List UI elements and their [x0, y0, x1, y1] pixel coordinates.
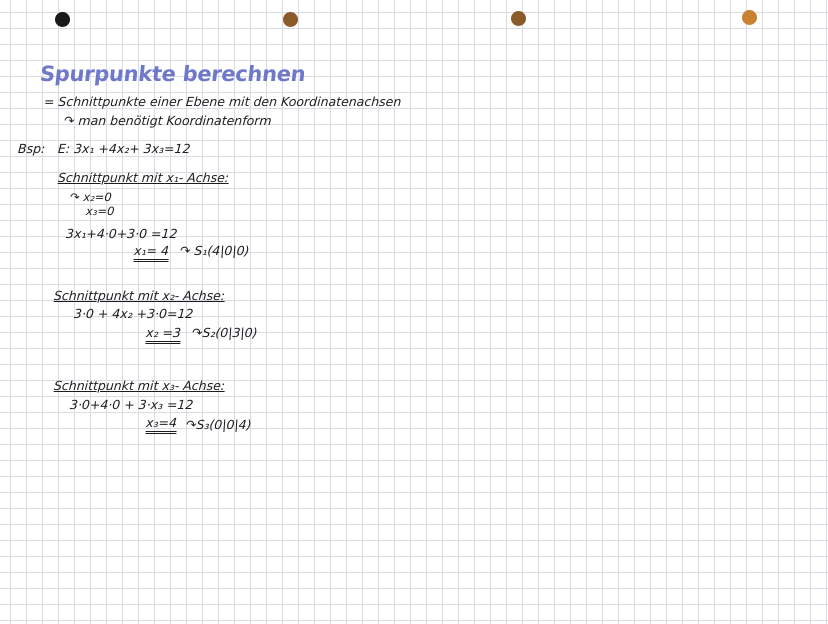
section2-point: ↷S₂(0|3|0) — [191, 325, 259, 340]
definition-text: = Schnittpunkte einer Ebene mit den Koordinatenachsen — [43, 94, 402, 109]
section3-solution: x₃=4 — [145, 417, 177, 434]
section2-heading: Schnittpunkt mit x₂- Achse: — [53, 288, 226, 303]
page-title: Spurpunkte berechnen — [38, 62, 307, 86]
section1-condition-x3: x₃=0 — [85, 204, 115, 218]
section1-heading: Schnittpunkt mit x₁- Achse: — [57, 170, 230, 185]
section3-equation: 3·0+4·0 + 3·x₃ =12 — [69, 397, 194, 412]
punch-hole-2 — [283, 12, 298, 27]
section2-solution: x₂ =3 — [145, 327, 181, 344]
section1-solution: x₁= 4 — [133, 245, 169, 262]
requirement-text: ↷ man benötigt Koordinatenform — [63, 113, 273, 128]
punch-hole-4 — [742, 10, 757, 25]
section2-equation: 3·0 + 4x₂ +3·0=12 — [73, 306, 194, 321]
section1-equation: 3x₁+4·0+3·0 =12 — [65, 226, 178, 241]
section3-heading: Schnittpunkt mit x₃- Achse: — [53, 378, 226, 393]
section3-point: ↷S₃(0|0|4) — [185, 417, 253, 432]
punch-hole-3 — [511, 11, 526, 26]
punch-hole-1 — [55, 12, 70, 27]
section1-point: ↷ S₁(4|0|0) — [179, 243, 251, 258]
example-label: Bsp: — [17, 141, 46, 156]
plane-equation: E: 3x₁ +4x₂+ 3x₃=12 — [57, 141, 192, 156]
section1-condition-x2: ↷ x₂=0 — [69, 190, 113, 204]
